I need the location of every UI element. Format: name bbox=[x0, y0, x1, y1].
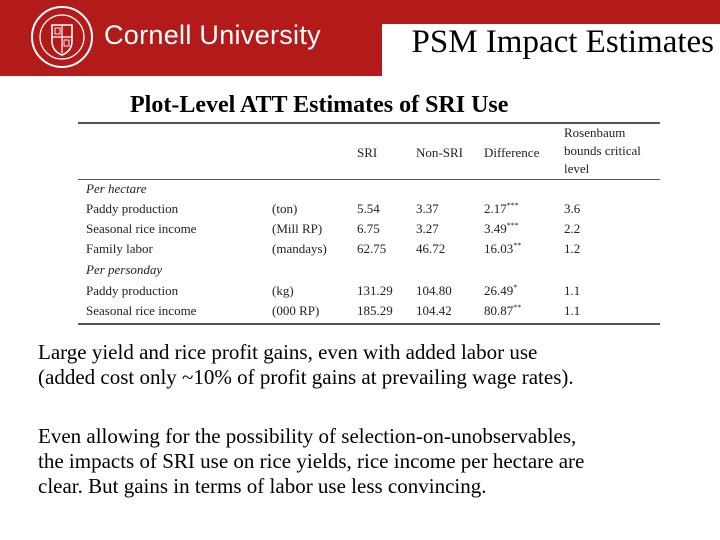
col-header-rosenbaum-3: level bbox=[564, 161, 590, 176]
col-header-sri: SRI bbox=[357, 145, 378, 160]
text-line: clear. But gains in terms of labor use less convincing. bbox=[38, 474, 487, 498]
col-header-difference: Difference bbox=[484, 145, 540, 160]
table-header-rule bbox=[78, 179, 660, 180]
row-rosenbaum: 1.1 bbox=[564, 303, 581, 318]
text-line: Even allowing for the possibility of selection-on-unobservables, bbox=[38, 424, 577, 448]
finding-paragraph-2 bbox=[38, 424, 698, 499]
text-line: (added cost only ~10% of profit gains at prevailing wage rates). bbox=[38, 365, 574, 389]
row-difference: 80.87** bbox=[484, 303, 522, 318]
cornell-seal-icon bbox=[30, 5, 94, 69]
row-label: Family labor bbox=[86, 241, 153, 256]
significance-stars: *** bbox=[506, 201, 519, 210]
finding-paragraph-1 bbox=[38, 340, 698, 390]
section-per-personday: Per personday bbox=[86, 262, 163, 277]
row-label: Seasonal rice income bbox=[86, 221, 197, 236]
row-sri: 6.75 bbox=[357, 221, 380, 236]
row-sri: 131.29 bbox=[357, 283, 393, 298]
row-difference: 26.49* bbox=[484, 283, 518, 298]
col-header-rosenbaum-1: Rosenbaum bbox=[564, 125, 626, 140]
row-unit: (ton) bbox=[272, 201, 298, 216]
row-non-sri: 104.80 bbox=[416, 283, 452, 298]
row-sri: 185.29 bbox=[357, 303, 393, 318]
row-rosenbaum: 1.2 bbox=[564, 241, 581, 256]
section-per-hectare: Per hectare bbox=[86, 181, 147, 196]
col-header-non-sri: Non-SRI bbox=[416, 145, 463, 160]
text-line: the impacts of SRI use on rice yields, rice income per hectare are bbox=[38, 449, 585, 473]
col-header-rosenbaum-2: bounds critical bbox=[564, 143, 641, 158]
row-unit: (Mill RP) bbox=[272, 221, 323, 236]
row-unit: (000 RP) bbox=[272, 303, 320, 318]
row-label: Seasonal rice income bbox=[86, 303, 197, 318]
significance-stars: ** bbox=[513, 303, 522, 312]
significance-stars: * bbox=[513, 283, 518, 292]
slide-title: PSM Impact Estimates bbox=[411, 24, 714, 60]
row-label: Paddy production bbox=[86, 201, 179, 216]
row-non-sri: 46.72 bbox=[416, 241, 446, 256]
row-rosenbaum: 2.2 bbox=[564, 221, 581, 236]
row-non-sri: 104.42 bbox=[416, 303, 452, 318]
row-non-sri: 3.27 bbox=[416, 221, 439, 236]
row-unit: (mandays) bbox=[272, 241, 327, 256]
row-difference: 3.49*** bbox=[484, 221, 519, 236]
row-label: Paddy production bbox=[86, 283, 179, 298]
text-line: Large yield and rice profit gains, even with added labor use bbox=[38, 340, 538, 364]
row-sri: 62.75 bbox=[357, 241, 387, 256]
row-unit: (kg) bbox=[272, 283, 294, 298]
table-title: Plot-Level ATT Estimates of SRI Use bbox=[130, 92, 509, 118]
university-name: Cornell University bbox=[104, 20, 321, 50]
row-sri: 5.54 bbox=[357, 201, 380, 216]
significance-stars: ** bbox=[513, 241, 522, 250]
row-rosenbaum: 1.1 bbox=[564, 283, 581, 298]
row-difference: 16.03** bbox=[484, 241, 522, 256]
row-rosenbaum: 3.6 bbox=[564, 201, 581, 216]
att-table bbox=[78, 122, 660, 326]
table-bottom-rule bbox=[78, 323, 660, 325]
significance-stars: *** bbox=[506, 221, 519, 230]
row-difference: 2.17*** bbox=[484, 201, 519, 216]
row-non-sri: 3.37 bbox=[416, 201, 439, 216]
table-top-rule bbox=[78, 122, 660, 124]
